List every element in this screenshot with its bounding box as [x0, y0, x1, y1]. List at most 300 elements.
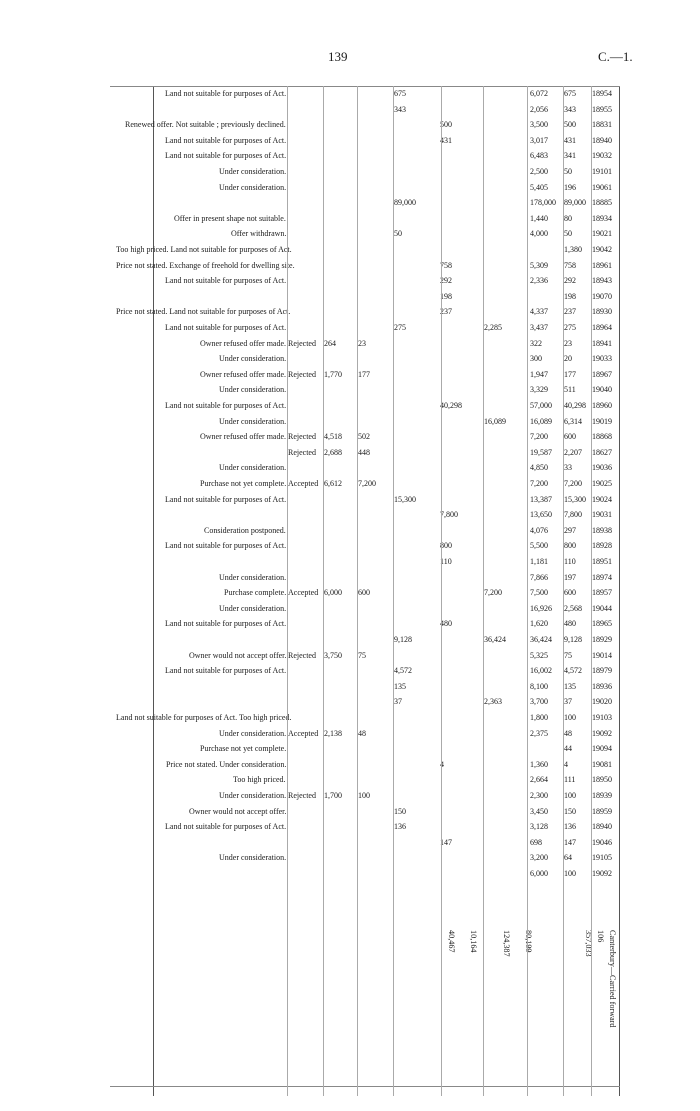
row-col6 [394, 511, 438, 525]
row-col8 [324, 574, 356, 588]
row-area: 7,200 [564, 479, 582, 488]
row-col7: 502 [358, 432, 370, 442]
row-col8: 2,688 [324, 447, 342, 457]
row-col5: 110 [440, 557, 452, 566]
row-col7 [358, 293, 390, 307]
row-col8 [324, 262, 356, 276]
row-col8: 6,000 [324, 588, 342, 598]
row-col5: 480 [440, 619, 452, 629]
table-rule-right [110, 1086, 620, 1087]
row-col7 [358, 215, 390, 229]
row-remark: Under consideration. [218, 791, 286, 800]
row-col4 [484, 870, 524, 884]
row-col9 [288, 511, 322, 525]
row-area: 48 [564, 728, 572, 738]
row-remark: Under consideration. [218, 572, 286, 582]
row-col8 [324, 667, 356, 681]
row-col8 [324, 464, 356, 478]
row-remark: Too high priced. Land not suitable for purposes of Act. [116, 245, 292, 254]
row-col6 [394, 277, 438, 291]
row-col7 [358, 808, 390, 822]
row-col6: 136 [394, 822, 406, 832]
row-area: 135 [564, 681, 576, 691]
row-col9 [288, 698, 322, 712]
row-number: 18964 [592, 323, 612, 332]
row-col7 [358, 324, 390, 338]
row-area: 80 [564, 213, 572, 223]
row-number: 19025 [592, 479, 612, 488]
row-col6: 37 [394, 697, 402, 707]
row-col5 [440, 106, 480, 120]
row-col8 [324, 745, 356, 759]
row-remark [116, 870, 286, 884]
row-col6 [394, 542, 438, 556]
row-number: 18950 [592, 775, 612, 785]
row-col5 [440, 792, 480, 806]
row-col9 [288, 168, 322, 182]
row-col7 [358, 308, 390, 322]
row-col7 [358, 168, 390, 182]
row-col5 [440, 698, 480, 712]
row-col6 [394, 605, 438, 619]
row-col5: 500 [440, 120, 452, 130]
row-number: 19020 [592, 697, 612, 707]
row-remark [116, 449, 286, 463]
row-number: 18940 [592, 822, 612, 832]
row-col5 [440, 574, 480, 588]
row-col9 [288, 527, 322, 541]
row-remark: Under consideration. [218, 354, 286, 364]
row-area: 800 [564, 541, 576, 551]
row-col5 [440, 152, 480, 166]
row-remark: Purchase not yet complete. [199, 479, 286, 488]
row-col5: 758 [440, 260, 452, 270]
row-col6 [394, 870, 438, 884]
row-col8 [324, 823, 356, 837]
row-col8 [324, 386, 356, 400]
row-col7 [358, 418, 390, 432]
row-col6 [394, 574, 438, 588]
row-col5 [440, 199, 480, 213]
row-col8: 1,700 [324, 791, 342, 800]
row-value: 5,309 [530, 260, 548, 270]
row-col6 [394, 839, 438, 853]
row-col5 [440, 324, 480, 338]
row-col8 [324, 246, 356, 260]
row-col6 [394, 418, 438, 432]
row-col5 [440, 683, 480, 697]
row-col4 [484, 184, 524, 198]
row-col6 [394, 386, 438, 400]
row-value: 300 [530, 354, 542, 364]
row-col4 [484, 199, 524, 213]
footer-total-value: 80,199 [524, 930, 533, 953]
row-col4 [484, 808, 524, 822]
row-area: 20 [564, 354, 572, 364]
row-area: 50 [564, 167, 572, 176]
row-remark: Owner refused offer made. [199, 338, 286, 348]
row-col6 [394, 168, 438, 182]
row-value: 8,100 [530, 681, 548, 691]
row-value: 1,947 [530, 369, 548, 379]
row-value: 6,000 [530, 869, 548, 878]
row-remark [116, 698, 286, 712]
row-col4 [484, 745, 524, 759]
row-col9 [288, 683, 322, 697]
row-col4 [484, 246, 524, 260]
row-col9 [288, 355, 322, 369]
row-col9: Rejected [288, 432, 316, 442]
row-col8 [324, 854, 356, 868]
row-col4: 7,200 [484, 588, 502, 598]
row-value: 1,440 [530, 213, 548, 223]
row-col8 [324, 184, 356, 198]
row-remark: Land not suitable for purposes of Act. [164, 401, 286, 410]
row-col8 [324, 636, 356, 650]
row-col5 [440, 371, 480, 385]
row-value: 3,017 [530, 135, 548, 145]
row-col7 [358, 137, 390, 151]
row-remark: Under consideration. [218, 853, 286, 863]
row-remark: Under consideration. [218, 416, 286, 426]
row-col4 [484, 433, 524, 447]
row-col7: 75 [358, 650, 366, 660]
row-col6 [394, 293, 438, 307]
row-area: 15,300 [564, 494, 586, 504]
column-divider [323, 86, 324, 1096]
rotated-table [110, 86, 620, 1096]
row-area: 600 [564, 588, 576, 598]
row-col8 [324, 324, 356, 338]
row-remark [116, 293, 286, 307]
row-col6 [394, 262, 438, 276]
row-col9 [288, 574, 322, 588]
row-col9 [288, 839, 322, 853]
row-remark: Land not suitable for purposes of Act. [164, 135, 286, 145]
row-col8 [324, 230, 356, 244]
row-col4 [484, 449, 524, 463]
table-rule-left [110, 86, 620, 87]
row-number: 18974 [592, 572, 612, 582]
table-rule-top [619, 86, 620, 1096]
row-col7 [358, 152, 390, 166]
row-col9: Accepted [288, 588, 319, 598]
column-divider [591, 86, 592, 1096]
row-col7 [358, 355, 390, 369]
row-number: 19024 [592, 494, 612, 504]
row-area: 33 [564, 463, 572, 473]
row-remark: Under consideration. [218, 182, 286, 192]
row-col7: 600 [358, 588, 370, 598]
row-col5 [440, 246, 480, 260]
row-col5 [440, 854, 480, 868]
row-remark [116, 683, 286, 697]
row-col7 [358, 683, 390, 697]
row-col7: 48 [358, 728, 366, 738]
row-remark: Land not suitable for purposes of Act. [164, 619, 286, 629]
row-area: 50 [564, 229, 572, 239]
row-col7 [358, 761, 390, 775]
row-col8 [324, 152, 356, 166]
row-col8 [324, 355, 356, 369]
row-col5 [440, 449, 480, 463]
row-number: 19021 [592, 229, 612, 239]
row-col9: Rejected [288, 447, 316, 457]
row-number: 19101 [592, 167, 612, 176]
row-col8 [324, 90, 356, 104]
row-remark: Under consideration. [218, 463, 286, 473]
row-col5 [440, 386, 480, 400]
row-number: 19040 [592, 385, 612, 395]
row-col4 [484, 371, 524, 385]
row-number: 18967 [592, 369, 612, 379]
row-col5: 7,800 [440, 510, 458, 520]
row-area: 292 [564, 276, 576, 286]
row-col8: 2,138 [324, 728, 342, 738]
row-value: 7,500 [530, 588, 548, 598]
row-value: 4,337 [530, 307, 548, 317]
row-value: 16,089 [530, 416, 552, 426]
row-col6: 675 [394, 89, 406, 98]
row-col9: Accepted [288, 728, 319, 738]
row-col5 [440, 496, 480, 510]
row-col7 [358, 542, 390, 556]
row-col4 [484, 340, 524, 354]
row-col7 [358, 823, 390, 837]
row-col5 [440, 730, 480, 744]
row-area: 297 [564, 525, 576, 535]
row-col9: Rejected [288, 369, 316, 379]
row-col9: Rejected [288, 791, 316, 800]
row-remark: Owner would not accept offer. [188, 650, 286, 660]
row-col9 [288, 714, 322, 728]
row-value: 16,002 [530, 666, 552, 676]
row-col6 [394, 449, 438, 463]
row-col4 [484, 714, 524, 728]
row-value: 36,424 [530, 635, 552, 644]
row-value: 1,800 [530, 713, 548, 722]
row-col6 [394, 137, 438, 151]
row-col7 [358, 620, 390, 634]
row-col9: Accepted [288, 479, 319, 488]
row-col9 [288, 745, 322, 759]
row-remark: Land not suitable for purposes of Act. [164, 276, 286, 286]
row-col7 [358, 464, 390, 478]
row-area: 111 [564, 775, 576, 785]
row-value: 3,437 [530, 323, 548, 332]
row-area: 758 [564, 260, 576, 270]
row-value: 57,000 [530, 401, 552, 410]
row-col7 [358, 90, 390, 104]
row-col7 [358, 574, 390, 588]
row-col4 [484, 355, 524, 369]
row-number: 18928 [592, 541, 612, 551]
row-number: 19036 [592, 463, 612, 473]
row-area: 64 [564, 853, 572, 863]
row-col6 [394, 854, 438, 868]
row-col4 [484, 761, 524, 775]
row-value: 2,664 [530, 775, 548, 785]
column-divider [357, 86, 358, 1096]
row-remark: Purchase not yet complete. [199, 744, 286, 754]
row-col4 [484, 277, 524, 291]
row-remark: Renewed offer. Not suitable ; previously declined. [125, 120, 286, 130]
row-col8 [324, 542, 356, 556]
row-remark: Land not suitable for purposes of Act. [164, 494, 286, 504]
row-col8 [324, 698, 356, 712]
row-col8 [324, 137, 356, 151]
row-col5 [440, 433, 480, 447]
row-col4 [484, 823, 524, 837]
row-area: 89,000 [564, 198, 586, 208]
row-number: 19046 [592, 837, 612, 847]
row-number: 19014 [592, 650, 612, 660]
row-remark: Purchase complete. [223, 588, 286, 598]
row-col5 [440, 667, 480, 681]
row-value: 698 [530, 837, 542, 847]
row-col4 [484, 308, 524, 322]
row-value: 4,000 [530, 229, 548, 239]
row-col7 [358, 558, 390, 572]
row-col4 [484, 574, 524, 588]
row-col8 [324, 511, 356, 525]
row-col6 [394, 152, 438, 166]
row-value: 2,056 [530, 104, 548, 114]
row-number: 18957 [592, 588, 612, 598]
row-col4 [484, 152, 524, 166]
page-number: 139 [328, 49, 348, 64]
row-number: 18885 [592, 198, 612, 208]
row-number: 19070 [592, 291, 612, 301]
footer-value-buildings: 124,387 [502, 930, 511, 957]
row-col7 [358, 636, 390, 650]
row-col7: 7,200 [358, 479, 376, 488]
row-value [530, 293, 562, 307]
row-area: 675 [564, 89, 576, 98]
row-col4 [484, 511, 524, 525]
row-remark: Land not suitable for purposes of Act. [164, 151, 286, 161]
row-number: 18627 [592, 447, 612, 457]
row-area: 40,298 [564, 401, 586, 410]
row-number: 19042 [592, 245, 612, 254]
row-remark: Under consideration. [218, 603, 286, 613]
row-col7 [358, 714, 390, 728]
row-col8 [324, 199, 356, 213]
row-col4 [484, 620, 524, 634]
row-area: 100 [564, 791, 576, 800]
row-col8 [324, 776, 356, 790]
row-value: 2,500 [530, 167, 548, 176]
row-col9 [288, 620, 322, 634]
row-number: 19094 [592, 744, 612, 754]
row-col4 [484, 293, 524, 307]
row-value: 13,387 [530, 494, 552, 504]
row-col4 [484, 480, 524, 494]
row-col4 [484, 683, 524, 697]
row-remark [116, 199, 286, 213]
row-area: 136 [564, 822, 576, 832]
row-value: 3,128 [530, 822, 548, 832]
row-number: 18929 [592, 635, 612, 644]
row-col8 [324, 620, 356, 634]
row-value: 7,200 [530, 432, 548, 442]
row-area: 1,380 [564, 245, 582, 254]
row-remark [116, 558, 286, 572]
row-number: 18938 [592, 525, 612, 535]
row-col5: 147 [440, 837, 452, 847]
row-number: 18979 [592, 666, 612, 676]
row-col6 [394, 246, 438, 260]
row-col6: 15,300 [394, 494, 416, 504]
row-col9 [288, 324, 322, 338]
row-remark: Under consideration. [218, 167, 286, 176]
row-remark: Price not stated. Under consideration. [165, 759, 286, 769]
row-col4: 2,285 [484, 323, 502, 332]
row-col8 [324, 106, 356, 120]
row-col4 [484, 776, 524, 790]
row-col4 [484, 667, 524, 681]
row-col4 [484, 90, 524, 104]
row-number: 18960 [592, 401, 612, 410]
row-col8 [324, 293, 356, 307]
row-col9 [288, 464, 322, 478]
row-col5 [440, 168, 480, 182]
row-number: 19031 [592, 510, 612, 520]
row-col4 [484, 542, 524, 556]
row-col9 [288, 277, 322, 291]
row-col6 [394, 121, 438, 135]
row-col4: 2,363 [484, 697, 502, 707]
row-value: 3,500 [530, 120, 548, 130]
row-col8 [324, 418, 356, 432]
row-remark: Land not suitable for purposes of Act. Too high priced. [116, 713, 292, 722]
row-col8: 1,770 [324, 369, 342, 379]
row-value: 322 [530, 338, 542, 348]
row-value: 16,926 [530, 603, 552, 613]
row-remark [116, 636, 286, 650]
row-col4 [484, 230, 524, 244]
row-value: 1,360 [530, 759, 548, 769]
row-remark: Owner refused offer made. [199, 369, 286, 379]
row-remark: Offer withdrawn. [230, 229, 286, 239]
row-number: 19061 [592, 182, 612, 192]
row-number: 19105 [592, 853, 612, 863]
row-col7 [358, 184, 390, 198]
row-number: 18951 [592, 557, 612, 566]
row-remark: Land not suitable for purposes of Act. [164, 323, 286, 332]
row-value: 1,620 [530, 619, 548, 629]
row-col6 [394, 340, 438, 354]
row-number: 19032 [592, 151, 612, 161]
row-col4 [484, 215, 524, 229]
row-col7: 177 [358, 369, 370, 379]
row-col5: 800 [440, 541, 452, 551]
row-col7 [358, 527, 390, 541]
row-number: 18831 [592, 120, 612, 130]
row-value [530, 246, 562, 260]
row-col5 [440, 230, 480, 244]
row-number: 18959 [592, 806, 612, 816]
row-col6 [394, 308, 438, 322]
row-col8: 3,750 [324, 650, 342, 660]
row-col6 [394, 730, 438, 744]
row-col6: 343 [394, 104, 406, 114]
row-area: 4,572 [564, 666, 582, 676]
row-col5 [440, 464, 480, 478]
row-number: 18936 [592, 681, 612, 691]
row-col5 [440, 714, 480, 728]
row-col5 [440, 90, 480, 104]
